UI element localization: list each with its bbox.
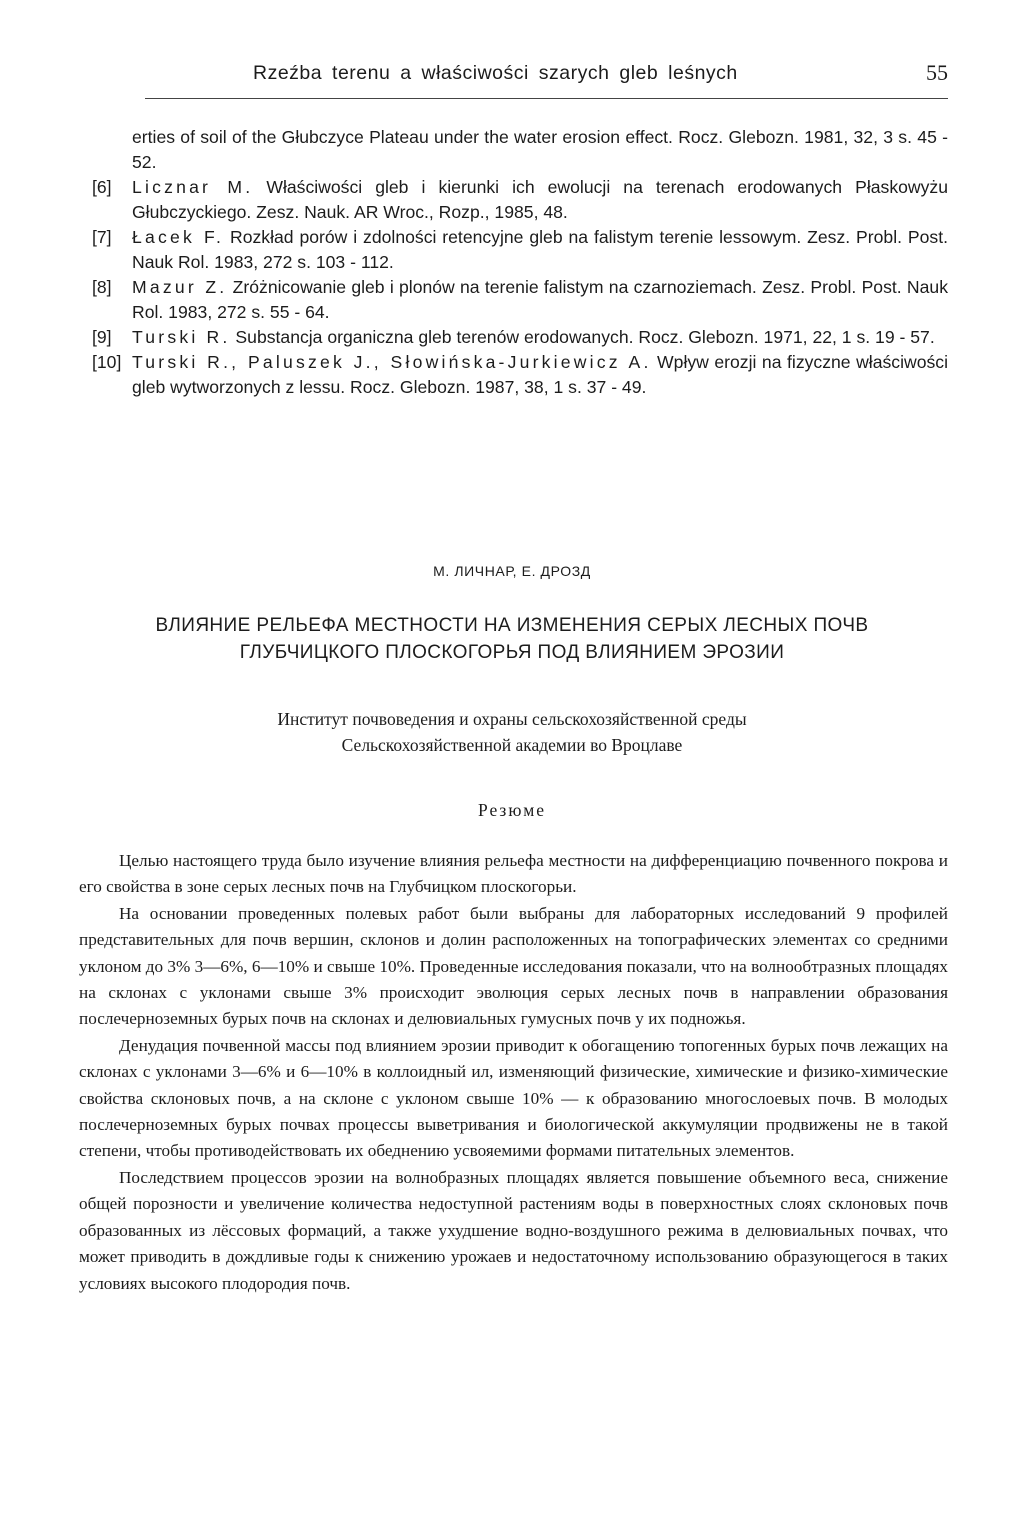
- page-number: 55: [926, 60, 948, 85]
- reference-list: [92, 125, 948, 400]
- reference-author: Licznar M.: [132, 177, 254, 197]
- reference-number: [10]: [92, 352, 122, 372]
- title-line: ГЛУБЧИЦКОГО ПЛОСКОГОРЬЯ ПОД ВЛИЯНИЕМ ЭРОЗИИ: [239, 642, 785, 663]
- running-title: Rzeźba terenu a właściwości szarych gleb leśnych: [253, 62, 738, 84]
- reference-number: [8]: [92, 277, 112, 297]
- affiliation: [0, 706, 1024, 758]
- article-title: [0, 612, 1024, 666]
- reference-number: [6]: [92, 177, 112, 197]
- summary-paragraph: Последствием процессов эрозии на волнобразных площадях является повышение объемного веса, снижение общей порозности и увеличение количества недоступной растениям воды в поверхностных слоях склоновых почв образованных из лёссовых формаций, а также ухудшение водно-воздушного режима в делювиальных почвах, что может приводить в дождливые годы к снижению урожаев и недостаточному использованию образующегося в таких условиях высокого плодородия почв.: [79, 1167, 948, 1293]
- reference-number: [7]: [92, 227, 112, 247]
- title-line: ВЛИЯНИЕ РЕЛЬЕФА МЕСТНОСТИ НА ИЗМЕНЕНИЯ СЕРЫХ ЛЕСНЫХ ПОЧВ: [155, 615, 869, 636]
- reference-item: [92, 325, 948, 350]
- summary-heading: Резюме: [477, 800, 547, 820]
- summary-body: [79, 848, 948, 1297]
- running-header: [145, 62, 948, 99]
- summary-paragraph: Целью настоящего труда было изучение влияния рельефа местности на дифференциацию почвенного покрова и его свойства в зоне серых лесных почв на Глубчицком плоскогорьи.: [79, 851, 948, 897]
- reference-item: [92, 175, 948, 225]
- reference-author: Turski R., Paluszek J., Słowińska-Jurkiewicz A.: [132, 352, 652, 372]
- affiliation-line: Институт почвоведения и охраны сельскохозяйственной среды: [277, 709, 747, 729]
- affiliation-line: Сельскохозяйственной академии во Вроцлаве: [341, 735, 683, 755]
- reference-text: Zróżnicowanie gleb i plonów na terenie falistym na czarnoziemach. Zesz. Probl. Post. Nauk Rol. 1983, 272 s. 55 - 64.: [132, 277, 948, 322]
- reference-author: Łacek F.: [132, 227, 225, 247]
- reference-text: Wpływ erozji na fizyczne właściwości gleb wytworzonych z lessu. Rocz. Glebozn. 1987, 38, 1 s. 37 - 49.: [132, 352, 948, 397]
- summary-paragraph: Денудация почвенной массы под влиянием эрозии приводит к обогащению топогенных бурых почв лежащих на склонах с уклонами 3—6% и 6—10% в коллоидный ил, изменяющий физические, химические и физико-химические свойства склоновых почв, а на склоне с уклоном свыше 10% — к образованию многослоевых почв. В молодых послечерноземных бурых почвах процессы выветривания и биологической аккумуляции продвижены не в такой степени, чтобы противодействовать их обеднению усвояемими формами питательных элементов.: [79, 1035, 948, 1161]
- summary-paragraph: На основании проведенных полевых работ были выбраны для лабораторных исследований 9 профилей представительных для почв вершин, склонов и долин расположенных на топографических элементах со средними уклоном до 3% 3—6%, 6—10% и свыше 10%. Проведенные исследования показали, что на волнообтразных площадях на склонах с уклонами свыше 3% происходит эволюция серых лесных почв в направлении образования послечерноземных бурых почв на склонах и делювиальных гумусных почв у их подножья.: [79, 903, 948, 1029]
- reference-item: [92, 350, 948, 400]
- reference-author: Turski R.: [132, 327, 231, 347]
- reference-number: [9]: [92, 327, 112, 347]
- reference-text: Właściwości gleb i kierunki ich ewolucji na terenach erodowanych Płaskowyżu Głubczyckiego. Zesz. Nauk. AR Wroc., Rozp., 1985, 48.: [132, 177, 948, 222]
- reference-author: Mazur Z.: [132, 277, 228, 297]
- reference-text: Substancja organiczna gleb terenów erodowanych. Rocz. Glebozn. 1971, 22, 1 s. 19 - 57.: [230, 327, 935, 347]
- reference-item: [92, 275, 948, 325]
- reference-continuation: erties of soil of the Głubczyce Plateau under the water erosion effect. Rocz. Glebozn. 1981, 32, 3 s. 45 - 52.: [132, 127, 948, 172]
- article-authors: М. ЛИЧНАР, Е. ДРОЗД: [433, 563, 591, 579]
- reference-item: [92, 225, 948, 275]
- reference-text: Rozkład porów i zdolności retencyjne gleb na falistym terenie lessowym. Zesz. Probl. Post. Nauk Rol. 1983, 272 s. 103 - 112.: [132, 227, 948, 272]
